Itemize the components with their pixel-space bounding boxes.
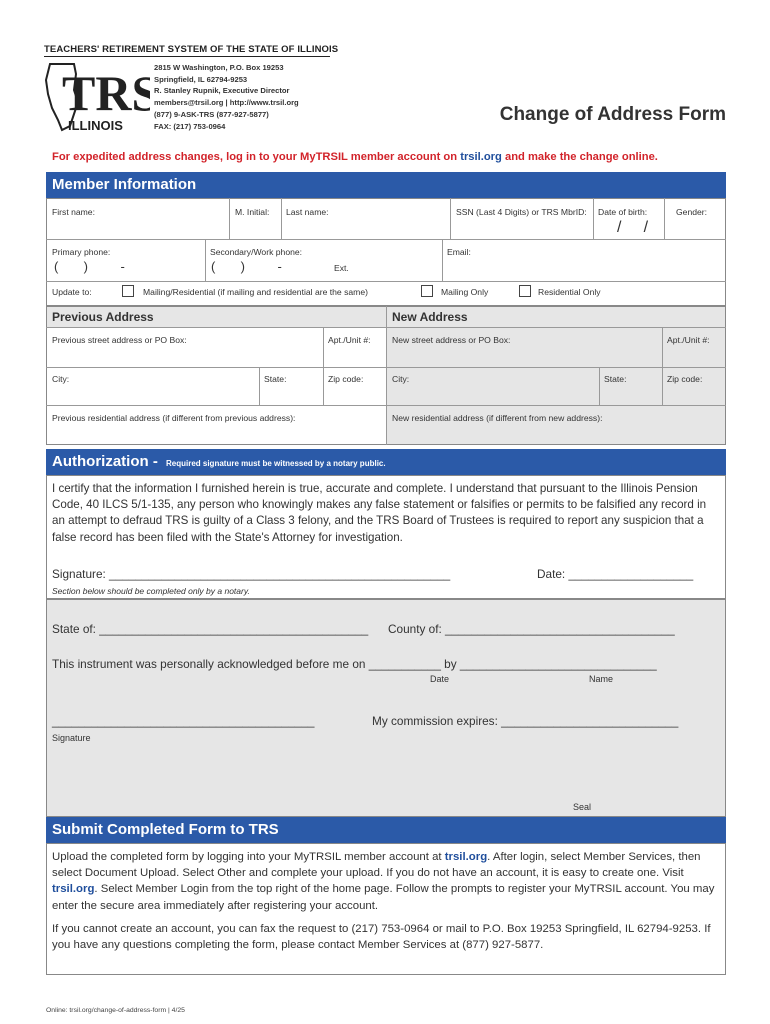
address-line: FAX: (217) 753-0964: [154, 121, 226, 131]
org-name: TEACHERS' RETIREMENT SYSTEM OF THE STATE OF ILLINOIS: [44, 44, 339, 55]
notary-signature-label: Signature: [52, 733, 91, 743]
new-street-field[interactable]: New street address or PO Box:: [392, 335, 511, 345]
notary-note: Section below should be completed only by a notary.: [52, 586, 250, 596]
update-to-label: Update to:: [52, 287, 92, 297]
name-label: Name: [589, 674, 614, 684]
previous-apt-field[interactable]: Apt./Unit #:: [328, 335, 371, 345]
mailing-residential-checkbox[interactable]: [122, 285, 134, 297]
extension-field[interactable]: Ext.: [334, 263, 349, 273]
mailing-only-checkbox[interactable]: [421, 285, 433, 297]
address-line: R. Stanley Rupnik, Executive Director: [154, 86, 290, 96]
signature-line[interactable]: Signature: ____________________________________________________: [52, 567, 451, 581]
previous-city-field[interactable]: City:: [52, 374, 70, 384]
section-subtitle: Required signature must be witnessed by a notary public.: [165, 459, 386, 468]
new-zip-field[interactable]: Zip code:: [667, 374, 703, 384]
section-title: Member Information: [52, 176, 197, 193]
certification-text: I certify that the information I furnished herein is true, accurate and complete. I understand that pursuant to the Illinois Pension Code, 40 ILCS 5/1-135, any person who knowingly makes any false statement or falsifies or permits to be falsified any record in an attempt to defraud TRS is guilty of a Class 3 felony, and the TRS Board of Trustees is required to report any suspicion that a false record has been filed with the State's Attorney for investigation.: [52, 482, 707, 544]
logo-subtext: ILLINOIS: [68, 118, 123, 132]
trsil-link[interactable]: trsil.org: [52, 883, 95, 896]
first-name-field[interactable]: First name:: [52, 207, 95, 217]
email-field[interactable]: Email:: [447, 247, 471, 257]
primary-phone-field[interactable]: Primary phone:: [52, 247, 111, 257]
footer-url: Online: trsil.org/change-of-address-form | 4/25: [46, 1007, 185, 1014]
new-residential-field[interactable]: New residential address (if different from new address):: [392, 413, 603, 423]
mailing-only-label: Mailing Only: [441, 287, 489, 297]
new-city-field[interactable]: City:: [392, 374, 410, 384]
residential-only-checkbox[interactable]: [519, 285, 531, 297]
submit-paragraph: Upload the completed form by logging into your MyTRSIL member account at trsil.org. After login, select Member Services, then select Document Upload. Select Other and complete your upload. If you do not have an account, it is easy to create one. Visit trsil.org. Select Member Login from the top right of the home page. Follow the prompts to register your MyTRSIL account. You may enter the secure area immediately after registering your account.: [52, 851, 715, 912]
dob-field[interactable]: Date of birth:: [598, 207, 648, 217]
notary-signature-blank[interactable]: ________________________________________: [52, 714, 315, 728]
header-rule: [44, 56, 330, 57]
ssn-field[interactable]: SSN (Last 4 Digits) or TRS MbrID:: [456, 207, 587, 217]
previous-zip-field[interactable]: Zip code:: [328, 374, 364, 384]
submit-paragraph: If you cannot create an account, you can fax the request to (217) 753-0964 or mail to P.O. Box 19253 Springfield, IL 62794-9253. If you have any questions completing the form, please contact Member Services at (877) 927-5877.: [52, 922, 711, 952]
gender-field[interactable]: Gender:: [676, 207, 708, 217]
illinois-state-icon: [44, 60, 150, 132]
previous-state-field[interactable]: State:: [264, 374, 287, 384]
address-line: (877) 9-ASK-TRS (877-927-5877): [154, 109, 269, 119]
expedite-notice: For expedited address changes, log in to your MyTRSIL member account on trsil.org and make the change online.: [52, 151, 658, 163]
previous-street-field[interactable]: Previous street address or PO Box:: [52, 335, 187, 345]
previous-residential-field[interactable]: Previous residential address (if different from previous address):: [52, 413, 296, 423]
section-title: Submit Completed Form to TRS: [52, 821, 279, 838]
submit-header: [46, 817, 726, 843]
state-of-line[interactable]: State of: _________________________________________: [52, 622, 369, 636]
county-of-line[interactable]: County of: ___________________________________: [388, 622, 675, 636]
middle-initial-field[interactable]: M. Initial:: [235, 207, 270, 217]
address-line: members@trsil.org | http://www.trsil.org: [154, 98, 299, 108]
submit-instructions: [52, 849, 722, 953]
org-address: [154, 62, 299, 132]
commission-expires-line[interactable]: My commission expires: ___________________________: [372, 714, 679, 728]
acknowledgment-line[interactable]: This instrument was personally acknowledged before me on ___________ by ______________________________: [52, 657, 657, 671]
trsil-link[interactable]: trsil.org: [460, 151, 502, 163]
member-info-header: [46, 172, 726, 198]
form-title: Change of Address Form: [499, 104, 726, 125]
date-label: Date: [430, 674, 450, 684]
address-line: 2815 W Washington, P.O. Box 19253: [154, 63, 284, 72]
previous-address-title: Previous Address: [52, 310, 154, 324]
secondary-phone-field[interactable]: Secondary/Work phone:: [210, 247, 303, 257]
dob-slashes: / /: [617, 219, 649, 236]
authorization-header: [46, 449, 726, 475]
date-line[interactable]: Date: ___________________: [537, 567, 694, 581]
trs-illinois-logo: [44, 60, 150, 132]
residential-only-label: Residential Only: [538, 287, 601, 297]
trsil-link[interactable]: trsil.org: [444, 851, 488, 863]
new-apt-field[interactable]: Apt./Unit #:: [667, 335, 710, 345]
new-state-field[interactable]: State:: [604, 374, 627, 384]
secondary-phone-mask: ( ) -: [211, 259, 282, 274]
mailing-residential-label: Mailing/Residential (if mailing and residential are the same): [143, 287, 368, 297]
section-title: Authorization -: [52, 453, 162, 470]
primary-phone-mask: ( ) -: [54, 259, 125, 274]
seal-label: Seal: [573, 802, 592, 812]
address-line: Springfield, IL 62794-9253: [154, 74, 248, 84]
new-address-title: New Address: [392, 310, 468, 324]
logo-text: TRS: [62, 65, 150, 121]
last-name-field[interactable]: Last name:: [286, 207, 329, 217]
